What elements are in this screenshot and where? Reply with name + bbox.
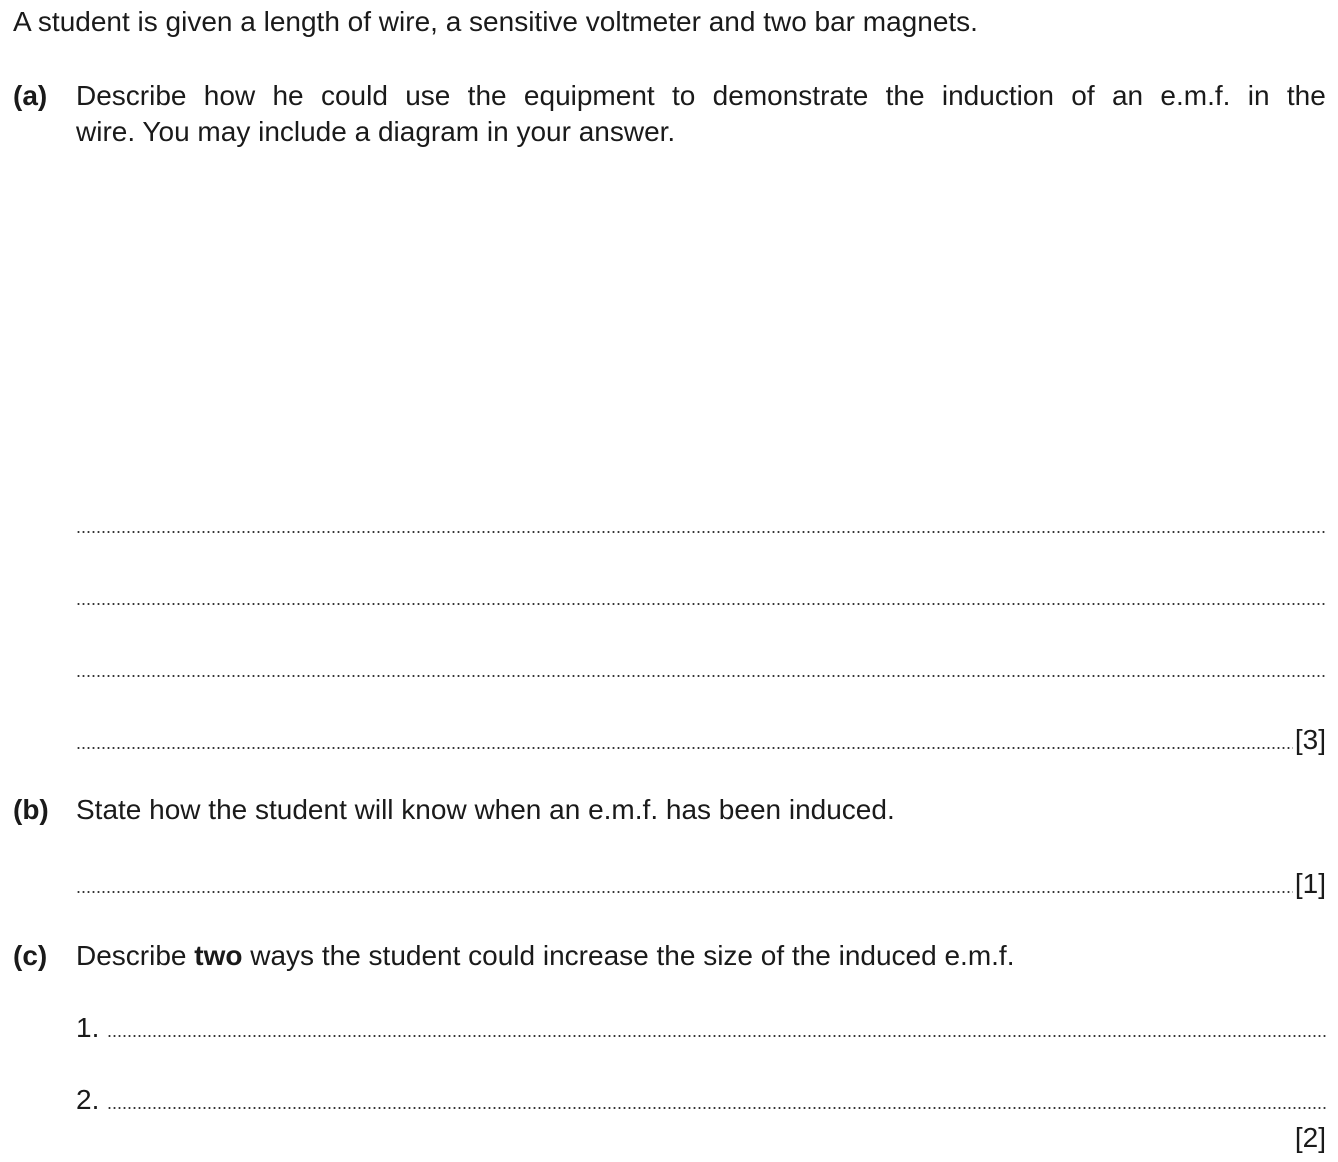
- part-a-word: the: [467, 80, 507, 111]
- item-number-2: 2.: [76, 1084, 100, 1115]
- part-a-question: [76, 78, 1326, 150]
- part-a-word: e.m.f.: [1160, 80, 1231, 111]
- part-a-word: equipment: [523, 80, 655, 111]
- part-a-word: use: [405, 80, 451, 111]
- part-b-question: State how the student will know when an e.m.f. has been induced.: [76, 794, 895, 825]
- answer-line-b1[interactable]: [76, 866, 1326, 902]
- part-a-word: he: [272, 80, 304, 111]
- answer-line-c2[interactable]: [76, 1082, 1326, 1118]
- part-a-word: the: [1286, 80, 1326, 111]
- answer-line-a4[interactable]: [76, 722, 1326, 758]
- part-a-label: (a): [13, 80, 48, 111]
- part-a-question-line2: wire. You may include a diagram in your answer.: [76, 116, 676, 147]
- part-b-marks: [1]: [1294, 868, 1326, 899]
- part-a-word: to: [672, 80, 696, 111]
- part-a-word: how: [203, 80, 256, 111]
- part-a-word: the: [885, 80, 925, 111]
- part-c-text-after: ways the student could increase the size of the induced e.m.f.: [242, 940, 1015, 971]
- part-c-label: (c): [13, 940, 48, 971]
- answer-line-a3[interactable]: [76, 650, 1326, 686]
- part-b-label: (b): [13, 794, 49, 825]
- part-a-word: Describe: [76, 80, 187, 111]
- diagram-answer-space[interactable]: [76, 150, 1326, 490]
- answer-line-a2[interactable]: [76, 578, 1326, 614]
- intro-text: A student is given a length of wire, a sensitive voltmeter and two bar magnets.: [13, 6, 978, 37]
- part-a-word: of: [1071, 80, 1095, 111]
- part-a-word: an: [1111, 80, 1144, 111]
- part-c-marks: [2]: [1294, 1122, 1326, 1153]
- answer-line-c1[interactable]: [76, 1010, 1326, 1046]
- part-a-word: demonstrate: [712, 80, 869, 111]
- part-c-text-before: Describe: [76, 940, 195, 971]
- part-a-question-line1: [76, 78, 1326, 114]
- item-number-1: 1.: [76, 1012, 100, 1043]
- part-a-word: in: [1247, 80, 1270, 111]
- part-c-text-bold: two: [194, 940, 243, 971]
- part-c-question: [76, 938, 1014, 974]
- part-a-word: induction: [941, 80, 1054, 111]
- part-a-marks: [3]: [1294, 724, 1326, 755]
- answer-line-a1[interactable]: [76, 506, 1326, 542]
- part-a-word: could: [320, 80, 388, 111]
